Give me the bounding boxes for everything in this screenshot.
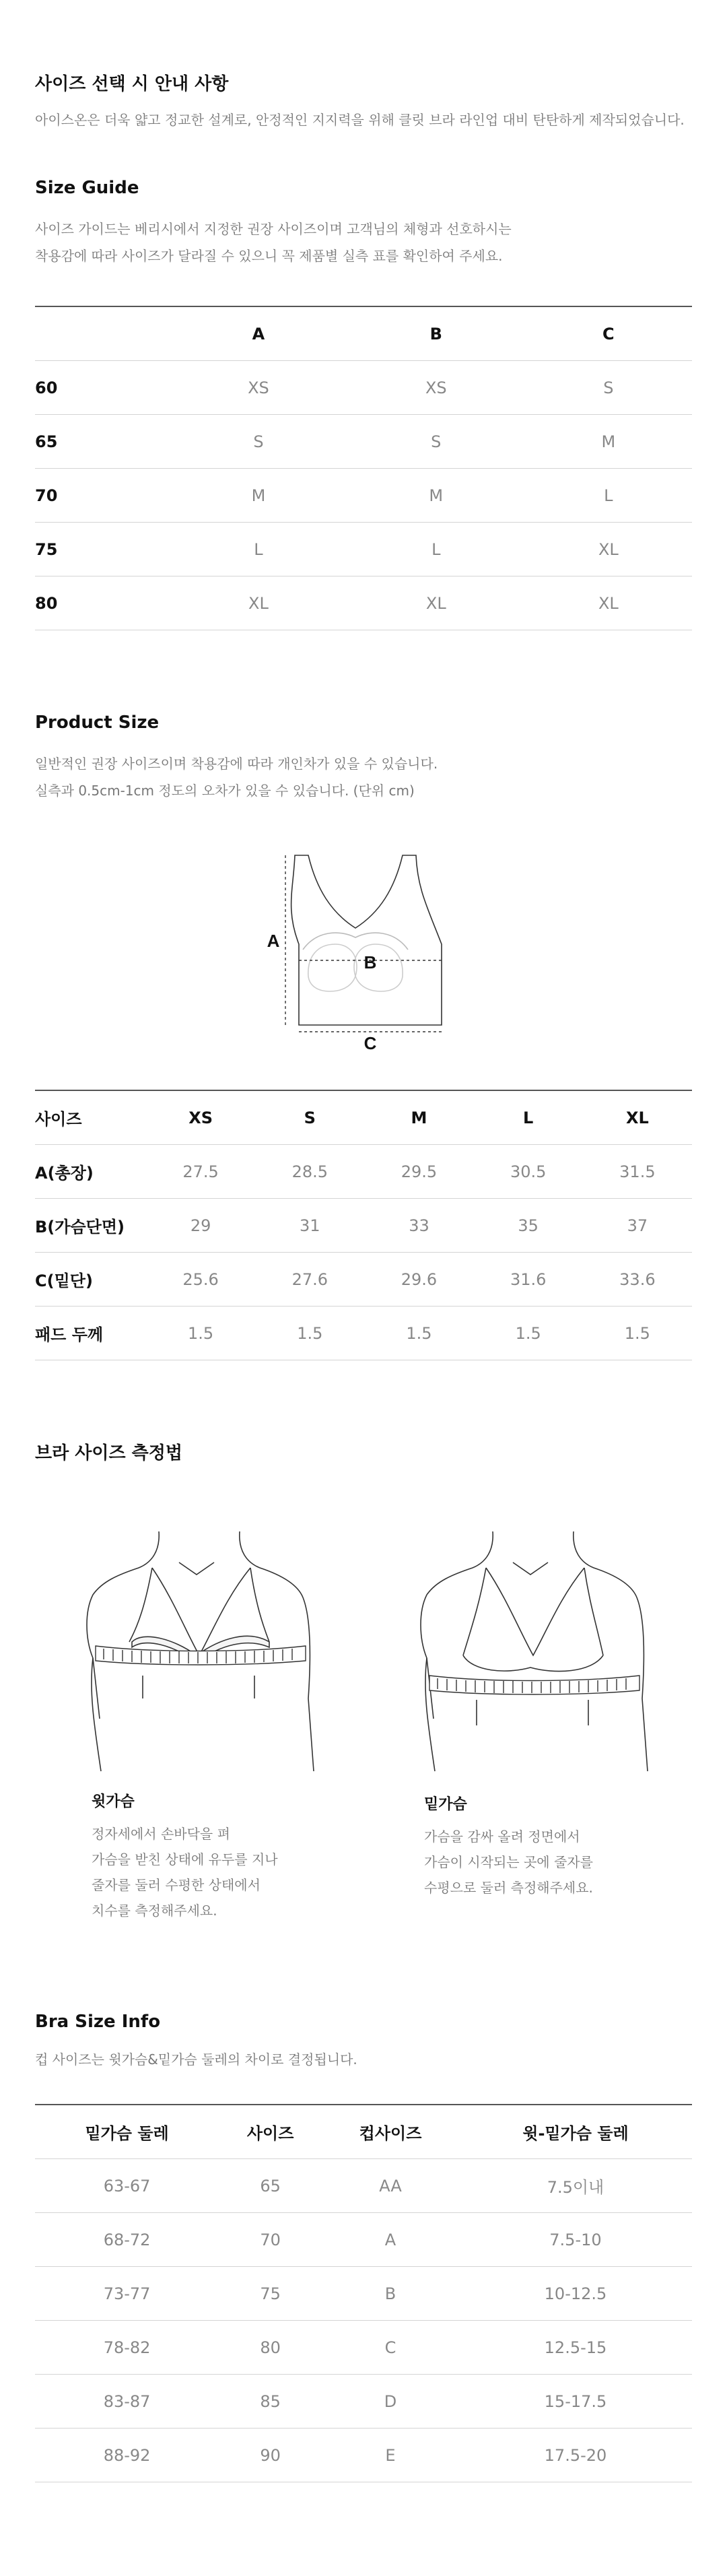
- table-cell: D: [322, 2375, 459, 2429]
- table-header-row: [35, 1090, 692, 1145]
- table-cell: 17.5-20: [459, 2429, 692, 2482]
- table-cell: 73-77: [35, 2267, 219, 2321]
- table-row: [35, 1145, 692, 1199]
- table-cell: 63-67: [35, 2159, 219, 2213]
- table-cell: XS: [170, 361, 347, 415]
- table-cell: B: [322, 2267, 459, 2321]
- table-header-row: [35, 306, 692, 361]
- table-cell: 31: [255, 1199, 364, 1253]
- table-cell: 70: [219, 2213, 322, 2267]
- table-cell: 80: [219, 2321, 322, 2375]
- table-row: [35, 2321, 692, 2375]
- notice-title: 사이즈 선택 시 안내 사항: [35, 74, 229, 94]
- table-cell: A: [322, 2213, 459, 2267]
- table-row: [35, 415, 692, 469]
- table-cell: 1.5: [474, 1307, 583, 1360]
- table-cell: 12.5-15: [459, 2321, 692, 2375]
- table-cell: 75: [219, 2267, 322, 2321]
- table-header-row: [35, 2105, 692, 2159]
- row-header-cell: 80: [35, 576, 170, 630]
- under-bust-line-2: 가슴이 시작되는 곳에 줄자를: [424, 1854, 593, 1870]
- upper-bust-line-3: 줄자를 둘러 수평한 상태에서: [92, 1877, 261, 1893]
- table-header-cell: B: [347, 306, 525, 361]
- label-c: C: [364, 1033, 377, 1051]
- table-row: [35, 361, 692, 415]
- table-cell: 83-87: [35, 2375, 219, 2429]
- bra-info-text: 컵 사이즈는 윗가슴&밑가슴 둘레의 차이로 결정됩니다.: [35, 2051, 357, 2068]
- table-cell: 28.5: [255, 1145, 364, 1199]
- table-header-cell: L: [474, 1090, 583, 1145]
- table-cell: 31.5: [583, 1145, 692, 1199]
- table-cell: 31.6: [474, 1253, 583, 1307]
- under-bust-line-3: 수평으로 둘러 측정해주세요.: [424, 1880, 593, 1896]
- table-row: [35, 469, 692, 523]
- label-a: A: [267, 931, 280, 951]
- table-cell: M: [170, 469, 347, 523]
- table-cell: 29.6: [364, 1253, 473, 1307]
- table-row: [35, 1253, 692, 1307]
- table-cell: 35: [474, 1199, 583, 1253]
- under-bust-title: 밑가슴: [424, 1796, 467, 1813]
- table-cell: AA: [322, 2159, 459, 2213]
- measure-title: 브라 사이즈 측정법: [35, 1443, 183, 1463]
- table-cell: 85: [219, 2375, 322, 2429]
- table-cell: 29: [146, 1199, 255, 1253]
- row-header-cell: 65: [35, 415, 170, 469]
- row-header-cell: 60: [35, 361, 170, 415]
- product-size-table: [35, 1090, 692, 1360]
- table-cell: C: [322, 2321, 459, 2375]
- product-size-line-1: 일반적인 권장 사이즈이며 착용감에 따라 개인차가 있을 수 있습니다.: [35, 756, 438, 772]
- table-cell: 1.5: [146, 1307, 255, 1360]
- table-cell: 29.5: [364, 1145, 473, 1199]
- table-cell: L: [170, 523, 347, 576]
- size-guide-line-2: 착용감에 따라 사이즈가 달라질 수 있으니 꼭 제품별 실측 표를 확인하여 주세요.: [35, 248, 503, 264]
- row-header-cell: 70: [35, 469, 170, 523]
- label-b: B: [364, 952, 377, 972]
- table-header-cell: A: [170, 306, 347, 361]
- table-cell: M: [347, 469, 525, 523]
- upper-bust-line-2: 가슴을 받친 상태에 유두를 지나: [92, 1851, 278, 1868]
- table-row: [35, 576, 692, 630]
- table-header-cell: 밑가슴 둘레: [35, 2105, 219, 2159]
- table-cell: 90: [219, 2429, 322, 2482]
- row-header-cell: C(밑단): [35, 1253, 146, 1307]
- table-row: [35, 2267, 692, 2321]
- table-cell: 68-72: [35, 2213, 219, 2267]
- table-cell: 30.5: [474, 1145, 583, 1199]
- bra-info-table: [35, 2104, 692, 2482]
- table-cell: 33.6: [583, 1253, 692, 1307]
- upper-bust-line-4: 치수를 측정해주세요.: [92, 1903, 217, 1919]
- product-size-title: Product Size: [35, 713, 160, 733]
- table-cell: S: [170, 415, 347, 469]
- size-guide-title: Size Guide: [35, 178, 139, 198]
- table-cell: XL: [170, 576, 347, 630]
- table-header-cell: XS: [146, 1090, 255, 1145]
- table-cell: XL: [525, 576, 692, 630]
- table-cell: 10-12.5: [459, 2267, 692, 2321]
- table-cell: L: [347, 523, 525, 576]
- table-header-cell: XL: [583, 1090, 692, 1145]
- table-header-cell: M: [364, 1090, 473, 1145]
- table-cell: 33: [364, 1199, 473, 1253]
- upper-bust-illustration: [78, 1523, 320, 1773]
- table-cell: XL: [347, 576, 525, 630]
- table-cell: 1.5: [364, 1307, 473, 1360]
- table-cell: 88-92: [35, 2429, 219, 2482]
- table-cell: S: [525, 361, 692, 415]
- under-bust-line-1: 가슴을 감싸 올려 정면에서: [424, 1828, 580, 1845]
- table-cell: 78-82: [35, 2321, 219, 2375]
- upper-bust-line-1: 정자세에서 손바닥을 펴: [92, 1826, 230, 1842]
- bra-diagram: [217, 842, 513, 1051]
- under-bust-illustration: [412, 1523, 654, 1773]
- table-cell: 15-17.5: [459, 2375, 692, 2429]
- table-cell: 65: [219, 2159, 322, 2213]
- table-row: [35, 2159, 692, 2213]
- table-cell: 1.5: [255, 1307, 364, 1360]
- row-header-cell: B(가슴단면): [35, 1199, 146, 1253]
- table-header-cell: C: [525, 306, 692, 361]
- table-row: [35, 2429, 692, 2482]
- table-row: [35, 1199, 692, 1253]
- table-row: [35, 2375, 692, 2429]
- table-cell: 37: [583, 1199, 692, 1253]
- product-size-line-2: 실측과 0.5cm-1cm 정도의 오차가 있을 수 있습니다. (단위 cm): [35, 783, 415, 799]
- table-row: [35, 1307, 692, 1360]
- table-cell: 7.5이내: [459, 2159, 692, 2213]
- table-cell: 25.6: [146, 1253, 255, 1307]
- row-header-cell: A(총장): [35, 1145, 146, 1199]
- table-cell: L: [525, 469, 692, 523]
- table-row: [35, 523, 692, 576]
- table-cell: XS: [347, 361, 525, 415]
- table-cell: S: [347, 415, 525, 469]
- table-row: [35, 2213, 692, 2267]
- size-guide-table: [35, 306, 692, 630]
- table-cell: M: [525, 415, 692, 469]
- row-header-cell: 75: [35, 523, 170, 576]
- table-cell: 27.5: [146, 1145, 255, 1199]
- upper-bust-title: 윗가슴: [92, 1793, 135, 1810]
- table-header-cell: [35, 306, 170, 361]
- table-header-cell: 사이즈: [35, 1090, 146, 1145]
- table-header-cell: 윗-밑가슴 둘레: [459, 2105, 692, 2159]
- table-cell: E: [322, 2429, 459, 2482]
- table-cell: 1.5: [583, 1307, 692, 1360]
- table-header-cell: 사이즈: [219, 2105, 322, 2159]
- table-header-cell: S: [255, 1090, 364, 1145]
- table-cell: 27.6: [255, 1253, 364, 1307]
- table-cell: XL: [525, 523, 692, 576]
- size-guide-line-1: 사이즈 가이드는 베리시에서 지정한 권장 사이즈이며 고객님의 체형과 선호하시는: [35, 221, 512, 237]
- table-header-cell: 컵사이즈: [322, 2105, 459, 2159]
- bra-info-title: Bra Size Info: [35, 2012, 161, 2032]
- table-cell: 7.5-10: [459, 2213, 692, 2267]
- row-header-cell: 패드 두께: [35, 1307, 146, 1360]
- notice-text: 아이스온은 더욱 얇고 정교한 설계로, 안정적인 지지력을 위해 클릿 브라 라인업 대비 탄탄하게 제작되었습니다.: [35, 112, 685, 128]
